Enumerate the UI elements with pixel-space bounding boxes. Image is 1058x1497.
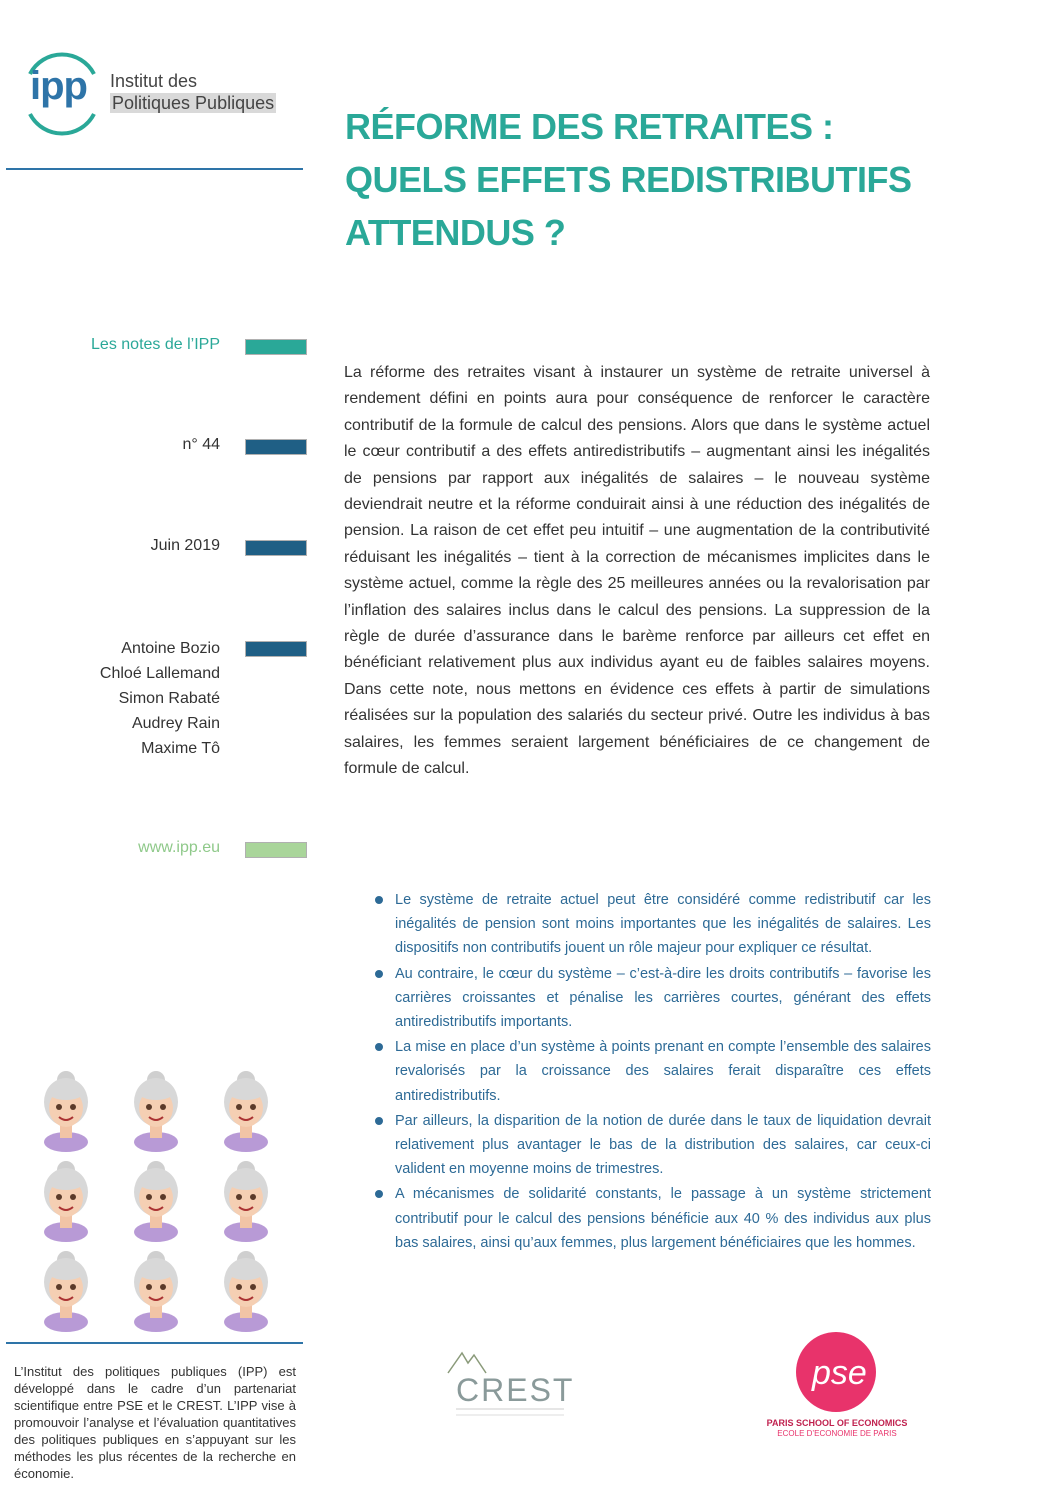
page-title	[345, 100, 985, 259]
bullet-icon	[375, 896, 383, 904]
authors-bar	[245, 641, 307, 657]
author-list	[100, 636, 220, 761]
pse-monogram: pse	[812, 1354, 867, 1392]
key-points-list	[375, 888, 931, 1256]
author-name: Maxime Tô	[141, 740, 220, 757]
bullet-icon	[375, 1043, 383, 1051]
title-line-1: RÉFORME DES RETRAITES :	[345, 106, 834, 147]
institute-name-line1: Institut des	[110, 71, 198, 91]
key-point-text: Le système de retraite actuel peut être considéré comme redistributif car les inégalités de pension sont moins importantes que les inégalités de salaires. Les dispositifs non contributifs jouent un rôle majeur pour expliquer ce résultat.	[395, 892, 931, 957]
author-name: Chloé Lallemand	[99, 665, 220, 682]
top-divider	[6, 168, 303, 170]
key-point-text: Au contraire, le cœur du système – c’est-à-dire les droits contributifs – favorise les carrières croissantes et pénalise les carrières courtes, générant des effets antiredistributifs importants.	[395, 965, 931, 1031]
bullet-icon	[375, 1190, 383, 1198]
author-name: Audrey Rain	[131, 715, 220, 732]
author-name: Antoine Bozio	[121, 640, 220, 657]
pse-name-fr: ECOLE D’ECONOMIE DE PARIS	[777, 1429, 897, 1438]
website-bar	[245, 842, 307, 858]
institute-name-line2: Politiques Publiques	[112, 93, 275, 113]
key-point	[375, 1109, 931, 1182]
date-bar	[245, 540, 307, 556]
abstract-paragraph: La réforme des retraites visant à instaurer un système de retraite universel à rendement défini en points aura pour conséquence de renforcer le caractère contributif de la formule de calcul des pensions. Alors que dans le système actuel le cœur contributif a des effets antiredistributifs – augmentant ainsi les inégalités de pensions par rapport aux inégalités de salaires – le nouveau système deviendrait neutre et la réforme conduirait ainsi à une réduction des inégalités de pension. La raison de cet effet peu intuitif – une augmentation de la contributivité réduisant les inégalités – tient à la correction de mécanismes implicites dans le système actuel, comme la règle des 25 meilleures années ou la revalorisation par l’inflation des salaires inclus dans le calcul des pensions. La suppression de la règle de durée d’assurance dans le barème renforce par ailleurs cet effet en bénéficiant relativement plus aux individus ayant eu de faibles salaires moyens. Dans cette note, nous mettons en évidence ces effets à partir de simulations réalisées sur la population des salariés du secteur privé. Outre les individus à bas salaires, les femmes seraient largement bénéficiaires de ce changement de formule de calcul.	[344, 364, 930, 778]
key-point	[375, 962, 931, 1035]
key-point-text: La mise en place d’un système à points prenant en compte l’ensemble des salaires revalorisés par la croissance des salaires ferait disparaître ces effets antiredistributifs.	[395, 1039, 931, 1104]
title-line-2: QUELS EFFETS REDISTRIBUTIFS	[345, 159, 912, 200]
issue-number: n° 44	[182, 436, 220, 453]
elderly-faces-illustration	[36, 1066, 276, 1336]
pse-logo	[762, 1330, 912, 1440]
ipp-logo: ipp	[30, 64, 87, 108]
bullet-icon	[375, 1117, 383, 1125]
key-point	[375, 1035, 931, 1108]
key-point	[375, 1182, 931, 1255]
crest-wordmark: CREST	[456, 1372, 575, 1408]
bullet-icon	[375, 970, 383, 978]
issue-bar	[245, 439, 307, 455]
key-point-text: A mécanismes de solidarité constants, le passage à un système strictement contributif pour le calcul des pensions bénéficie aux 40 % des individus aux plus bas salaires, ainsi qu’aux femmes, plus largement bénéficiaires que les hommes.	[395, 1186, 931, 1251]
website-link[interactable]: www.ipp.eu	[138, 839, 220, 856]
institute-name	[110, 70, 276, 114]
publication-date: Juin 2019	[150, 537, 220, 554]
author-name: Simon Rabaté	[118, 690, 220, 707]
crest-logo	[440, 1345, 580, 1425]
title-line-3: ATTENDUS ?	[345, 212, 566, 253]
series-bar	[245, 339, 307, 355]
series-label: Les notes de l’IPP	[91, 336, 220, 353]
key-point-text: Par ailleurs, la disparition de la notion de durée dans le taux de liquidation devrait relativement plus avantager le bas de la distribution des salaires, car ceux-ci valident en moyenne moins de trimestres.	[395, 1112, 931, 1178]
pse-name-en: PARIS SCHOOL OF ECONOMICS	[766, 1418, 908, 1428]
bottom-divider	[6, 1342, 303, 1344]
key-point	[375, 888, 931, 961]
about-ipp-text: L’Institut des politiques publiques (IPP) est développé dans le cadre d’un partenariat scientifique entre PSE et le CREST. L’IPP vise à promouvoir l’analyse et l’évaluation quantitatives des politiques publiques en s’appuyant sur les méthodes les plus récentes de la recherche en économie.	[14, 1364, 296, 1481]
